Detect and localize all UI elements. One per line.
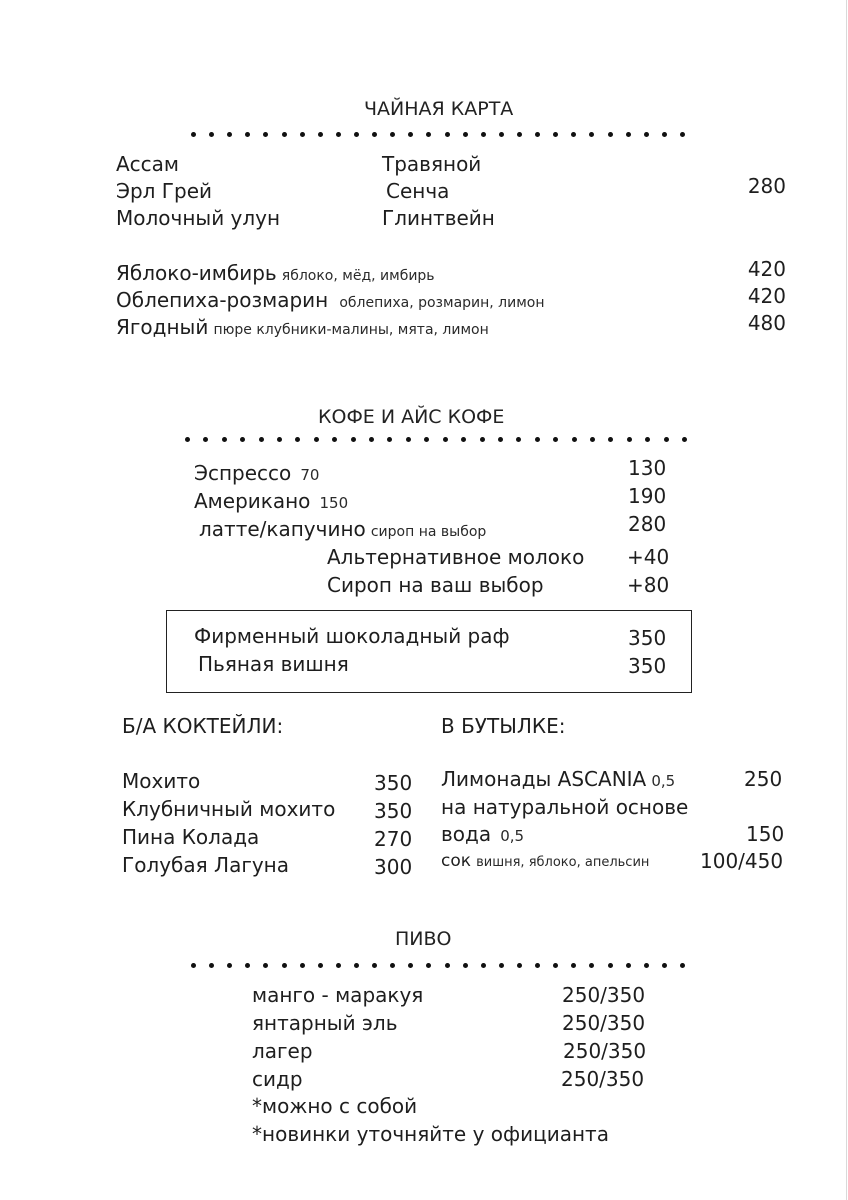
divider-dot	[662, 132, 667, 137]
coffee-item-note: сироп на выбор	[370, 524, 487, 540]
cocktail-name: Мохито	[122, 769, 201, 793]
tea-dots-divider	[191, 132, 685, 138]
divider-dot	[571, 132, 576, 137]
divider-dot	[589, 132, 594, 137]
divider-dot	[481, 132, 486, 137]
bottled-item-volume: 0,5	[500, 827, 525, 845]
beer-section-title: ПИВО	[395, 928, 452, 950]
divider-dot	[499, 132, 504, 137]
coffee-item-row	[199, 519, 486, 539]
featured-coffee-name: Фирменный шоколадный раф	[194, 624, 510, 648]
beer-name: лагер	[252, 1039, 313, 1063]
featured-coffee-price: 350	[628, 626, 667, 650]
divider-dot	[553, 132, 558, 137]
beer-dots-divider	[191, 963, 685, 969]
tea-classic-price: 280	[747, 174, 786, 198]
divider-dot	[644, 132, 649, 137]
divider-dot	[372, 132, 377, 137]
divider-dot	[318, 963, 323, 968]
coffee-item-name: латте/капучино	[199, 517, 366, 541]
divider-dot	[662, 963, 667, 968]
signature-tea-desc: облепиха, розмарин, лимон	[339, 295, 545, 311]
cocktails-section-title: Б/А КОКТЕЙЛИ:	[122, 714, 284, 738]
signature-tea-price: 420	[747, 284, 786, 308]
signature-tea-name: Облепиха-розмарин	[116, 288, 329, 312]
coffee-item-name: Эспрессо	[194, 461, 292, 485]
tea-section-title: ЧАЙНАЯ КАРТА	[364, 98, 514, 120]
divider-dot	[498, 437, 503, 442]
divider-dot	[263, 132, 268, 137]
beer-price: 250/350	[561, 1067, 645, 1091]
divider-dot	[463, 963, 468, 968]
signature-tea-price: 480	[747, 311, 786, 335]
divider-dot	[608, 963, 613, 968]
coffee-item-price: 190	[628, 484, 667, 508]
signature-tea-price: 420	[747, 257, 786, 281]
signature-tea-name: Ягодный	[116, 315, 209, 339]
divider-dot	[608, 132, 613, 137]
divider-dot	[499, 963, 504, 968]
bottled-item-desc: вишня, яблоко, апельсин	[476, 855, 650, 870]
divider-dot	[282, 963, 287, 968]
divider-dot	[589, 963, 594, 968]
signature-tea-row	[116, 263, 435, 283]
coffee-extra-name: Альтернативное молоко	[327, 545, 585, 569]
divider-dot	[480, 437, 485, 442]
divider-dot	[608, 437, 613, 442]
divider-dot	[240, 437, 245, 442]
divider-dot	[627, 437, 632, 442]
divider-dot	[390, 963, 395, 968]
divider-dot	[227, 963, 232, 968]
coffee-item-volume: 150	[319, 494, 349, 512]
divider-dot	[332, 437, 337, 442]
divider-dot	[645, 437, 650, 442]
divider-dot	[517, 132, 522, 137]
coffee-item-price: 130	[628, 456, 667, 480]
divider-dot	[426, 132, 431, 137]
divider-dot	[445, 132, 450, 137]
divider-dot	[354, 132, 359, 137]
divider-dot	[209, 963, 214, 968]
divider-dot	[426, 963, 431, 968]
cocktail-price: 350	[374, 799, 413, 823]
bottled-item-name: сок	[441, 851, 472, 871]
divider-dot	[680, 132, 685, 137]
divider-dot	[535, 437, 540, 442]
divider-dot	[680, 963, 685, 968]
cocktail-name: Клубничный мохито	[122, 797, 336, 821]
signature-tea-row	[116, 317, 489, 337]
divider-dot	[277, 437, 282, 442]
divider-dot	[461, 437, 466, 442]
cocktail-name: Голубая Лагуна	[122, 853, 290, 877]
divider-dot	[481, 963, 486, 968]
bottled-item-row	[441, 824, 524, 844]
divider-dot	[535, 132, 540, 137]
divider-dot	[463, 132, 468, 137]
bottled-item-row	[441, 853, 649, 870]
divider-dot	[185, 437, 190, 442]
divider-dot	[408, 963, 413, 968]
bottled-item-name: Лимонады ASCANIA	[441, 767, 647, 791]
bottled-item-note: на натуральной основе	[441, 795, 689, 819]
divider-dot	[553, 437, 558, 442]
divider-dot	[390, 132, 395, 137]
divider-dot	[245, 963, 250, 968]
divider-dot	[295, 437, 300, 442]
divider-dot	[682, 437, 687, 442]
divider-dot	[626, 132, 631, 137]
coffee-extra-name: Сироп на ваш выбор	[327, 573, 544, 597]
bottled-item-name: вода	[441, 822, 492, 846]
divider-dot	[318, 132, 323, 137]
divider-dot	[209, 132, 214, 137]
divider-dot	[300, 132, 305, 137]
cocktail-name: Пина Колада	[122, 825, 260, 849]
divider-dot	[314, 437, 319, 442]
featured-coffee-name: Пьяная вишня	[198, 652, 349, 676]
divider-dot	[227, 132, 232, 137]
coffee-item-name: Американо	[194, 489, 311, 513]
divider-dot	[245, 132, 250, 137]
tea-item: Ассам	[116, 152, 180, 176]
divider-dot	[351, 437, 356, 442]
beer-note: *можно с собой	[252, 1094, 418, 1118]
page-edge	[846, 0, 847, 1200]
bottled-item-price: 150	[746, 822, 785, 846]
cocktail-price: 270	[374, 827, 413, 851]
coffee-extra-price: +80	[627, 573, 670, 597]
cocktail-price: 300	[374, 855, 413, 879]
divider-dot	[517, 963, 522, 968]
divider-dot	[191, 132, 196, 137]
divider-dot	[571, 963, 576, 968]
divider-dot	[516, 437, 521, 442]
divider-dot	[535, 963, 540, 968]
bottled-item-price: 250	[744, 767, 783, 791]
bottled-item-volume: 0,5	[651, 772, 676, 790]
divider-dot	[408, 132, 413, 137]
signature-tea-desc: пюре клубники-малины, мята, лимон	[213, 322, 489, 338]
divider-dot	[626, 963, 631, 968]
beer-note: *новинки уточняйте у официанта	[252, 1122, 609, 1146]
divider-dot	[191, 963, 196, 968]
tea-item: Молочный улун	[116, 206, 281, 230]
bottled-item-row	[441, 769, 675, 789]
divider-dot	[354, 963, 359, 968]
divider-dot	[203, 437, 208, 442]
signature-tea-row	[116, 290, 545, 310]
beer-name: янтарный эль	[252, 1011, 398, 1035]
divider-dot	[300, 963, 305, 968]
tea-item: Травяной	[382, 152, 482, 176]
divider-dot	[282, 132, 287, 137]
divider-dot	[406, 437, 411, 442]
tea-item: Эрл Грей	[116, 179, 212, 203]
cocktail-price: 350	[374, 771, 413, 795]
divider-dot	[553, 963, 558, 968]
signature-tea-desc: яблоко, мёд, имбирь	[281, 268, 435, 284]
bottled-section-title: В БУТЫЛКЕ:	[441, 714, 566, 738]
coffee-dots-divider	[185, 437, 687, 443]
tea-item: Глинтвейн	[382, 206, 495, 230]
coffee-item-volume: 70	[300, 466, 320, 484]
beer-price: 250/350	[562, 1011, 646, 1035]
coffee-item-row	[194, 491, 348, 511]
tea-item: Сенча	[386, 179, 450, 203]
coffee-item-price: 280	[628, 512, 667, 536]
coffee-extra-price: +40	[627, 545, 670, 569]
divider-dot	[424, 437, 429, 442]
coffee-item-row	[194, 463, 319, 483]
beer-price: 250/350	[563, 1039, 647, 1063]
divider-dot	[664, 437, 669, 442]
signature-tea-name: Яблоко-имбирь	[116, 261, 277, 285]
divider-dot	[445, 963, 450, 968]
divider-dot	[369, 437, 374, 442]
divider-dot	[572, 437, 577, 442]
beer-name: сидр	[252, 1067, 303, 1091]
divider-dot	[372, 963, 377, 968]
divider-dot	[336, 132, 341, 137]
divider-dot	[590, 437, 595, 442]
divider-dot	[263, 963, 268, 968]
divider-dot	[644, 963, 649, 968]
featured-coffee-price: 350	[628, 654, 667, 678]
divider-dot	[387, 437, 392, 442]
divider-dot	[443, 437, 448, 442]
coffee-section-title: КОФЕ И АЙС КОФЕ	[318, 406, 505, 428]
beer-name: манго - маракуя	[252, 983, 424, 1007]
divider-dot	[259, 437, 264, 442]
beer-price: 250/350	[562, 983, 646, 1007]
bottled-item-price: 100/450	[700, 849, 784, 873]
divider-dot	[336, 963, 341, 968]
divider-dot	[222, 437, 227, 442]
